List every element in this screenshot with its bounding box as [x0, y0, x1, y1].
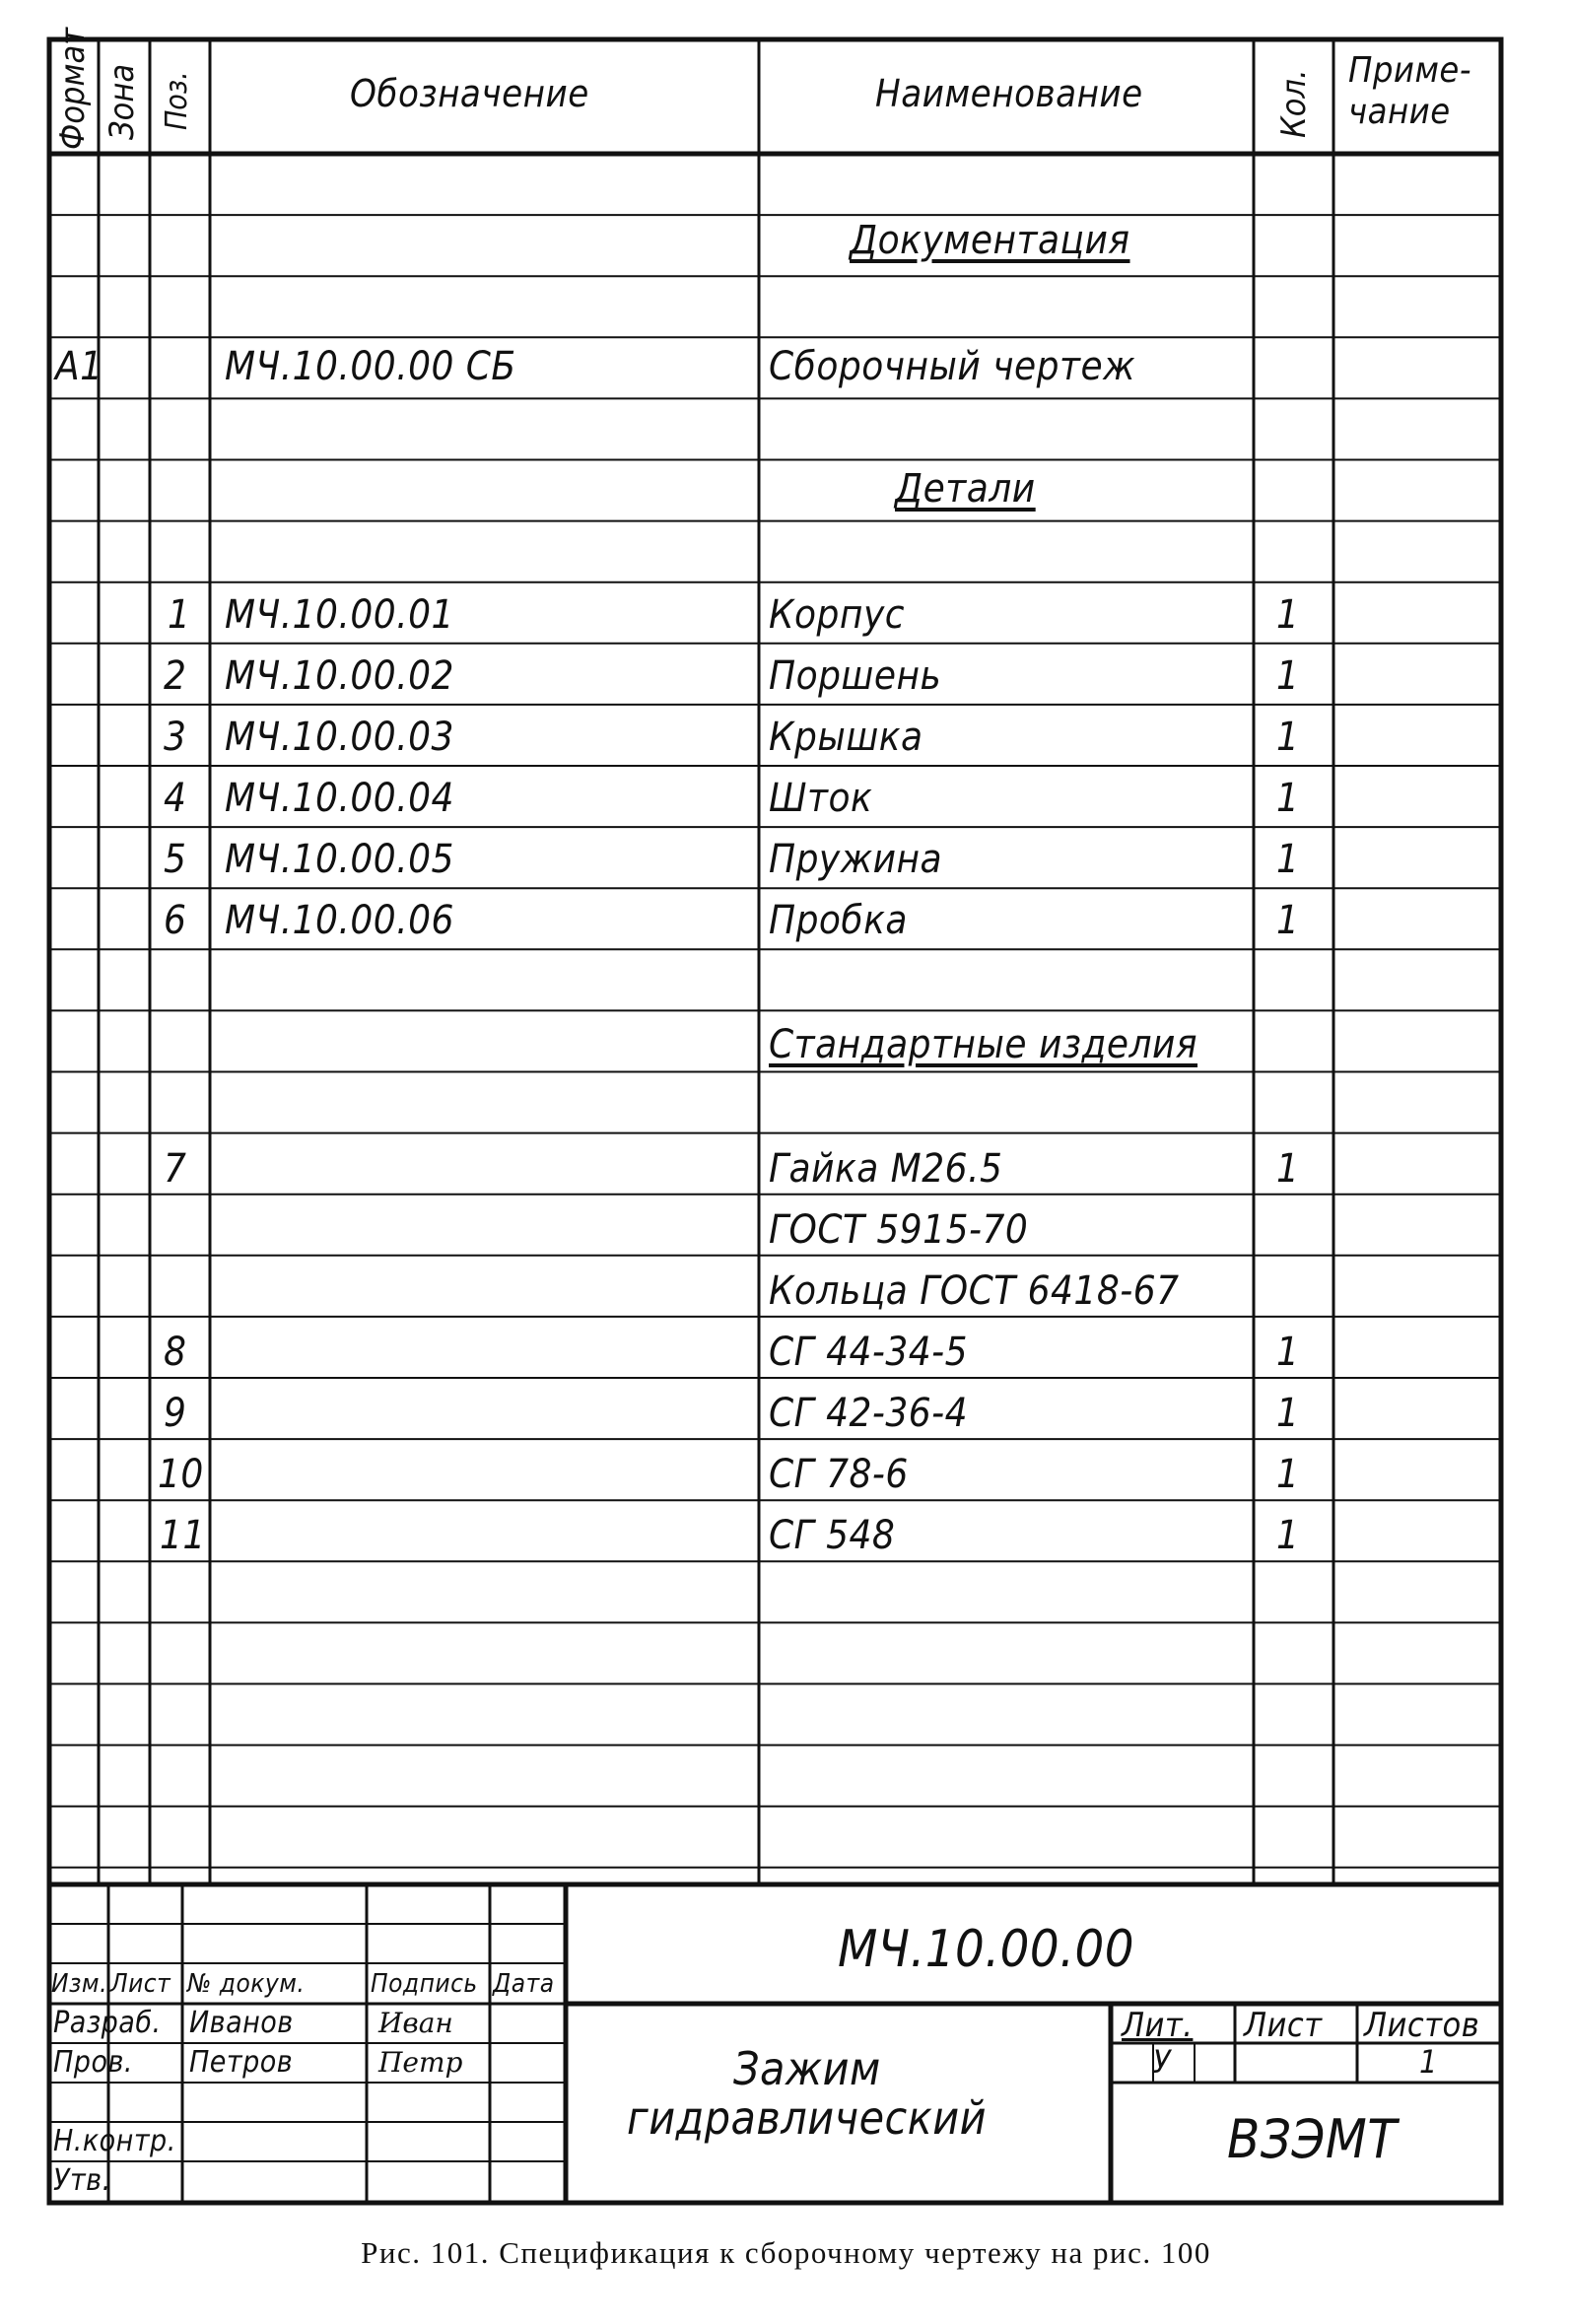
- part-qty: 1: [1276, 715, 1300, 760]
- nut-name: Гайка М26.5: [769, 1146, 1003, 1192]
- part-pos: 4: [164, 776, 187, 821]
- header-name: Наименование: [875, 72, 1143, 115]
- tb-razrab: Разраб.: [53, 2006, 162, 2040]
- ring-name: СГ 44-34-5: [769, 1330, 969, 1375]
- section-standard-items: Стандартные изделия: [769, 1022, 1198, 1067]
- part-pos: 5: [164, 837, 187, 882]
- ring-qty: 1: [1276, 1513, 1300, 1558]
- ring-name: СГ 78-6: [769, 1452, 909, 1497]
- part-name: Пружина: [769, 837, 943, 882]
- nut-gost: ГОСТ 5915-70: [769, 1207, 1029, 1253]
- ring-qty: 1: [1276, 1452, 1300, 1497]
- tb-lit: Лит.: [1122, 2006, 1194, 2045]
- ring-name: СГ 548: [769, 1513, 896, 1558]
- part-pos: 6: [164, 898, 187, 943]
- tb-izm: Изм.: [51, 1969, 108, 1999]
- header-pos: Поз.: [160, 71, 194, 130]
- header-note-line1: Приме-: [1348, 50, 1472, 91]
- part-name: Поршень: [769, 653, 942, 699]
- part-name: Пробка: [769, 898, 908, 943]
- ring-pos: 8: [164, 1330, 187, 1375]
- ring-pos: 9: [164, 1391, 187, 1436]
- part-qty: 1: [1276, 653, 1300, 699]
- header-zone: Зона: [103, 63, 142, 140]
- part-designation: МЧ.10.00.05: [225, 837, 454, 882]
- tb-lit-value: У: [1153, 2043, 1172, 2081]
- header-format: Формат: [53, 27, 93, 150]
- part-qty: 1: [1276, 837, 1300, 882]
- tb-razrab-name: Иванов: [189, 2006, 294, 2040]
- tb-data: Дата: [493, 1969, 555, 1999]
- part-pos: 3: [164, 715, 187, 760]
- tb-title-line2: гидравлический: [627, 2091, 988, 2145]
- part-qty: 1: [1276, 776, 1300, 821]
- part-qty: 1: [1276, 592, 1300, 638]
- part-designation: МЧ.10.00.03: [225, 715, 454, 760]
- rings-name: Кольца ГОСТ 6418-67: [769, 1268, 1180, 1314]
- tb-ndoc: № докум.: [187, 1969, 306, 1999]
- header-note-line2: чание: [1348, 92, 1451, 132]
- tb-sheets-value: 1: [1419, 2043, 1438, 2081]
- tb-prov-name: Петров: [189, 2045, 294, 2080]
- part-name: Корпус: [769, 592, 906, 638]
- nut-pos: 7: [164, 1146, 187, 1192]
- section-parts: Детали: [895, 466, 1036, 512]
- section-documentation: Документация: [850, 218, 1130, 263]
- part-pos: 1: [168, 592, 191, 638]
- ring-name: СГ 42-36-4: [769, 1391, 969, 1436]
- tb-prov-signature: Петр: [378, 2046, 463, 2079]
- part-pos: 2: [164, 653, 187, 699]
- header-qty: Кол.: [1274, 69, 1314, 138]
- tb-nkontr: Н.контр.: [53, 2124, 176, 2158]
- tb-razrab-signature: Иван: [378, 2007, 453, 2039]
- tb-prov: Пров.: [53, 2045, 133, 2080]
- figure-caption: Рис. 101. Спецификация к сборочному чертежу на рис. 100: [361, 2235, 1211, 2270]
- part-qty: 1: [1276, 898, 1300, 943]
- part-designation: МЧ.10.00.04: [225, 776, 454, 821]
- tb-sheets: Листов: [1364, 2006, 1480, 2045]
- ring-qty: 1: [1276, 1391, 1300, 1436]
- header-designation: Обозначение: [350, 72, 589, 115]
- part-name: Крышка: [769, 715, 923, 760]
- part-designation: МЧ.10.00.02: [225, 653, 454, 699]
- ring-qty: 1: [1276, 1330, 1300, 1375]
- nut-qty: 1: [1276, 1146, 1300, 1192]
- ring-pos: 10: [158, 1452, 204, 1497]
- tb-list: Лист: [110, 1969, 171, 1999]
- title-block-doc-number: МЧ.10.00.00: [838, 1920, 1135, 1979]
- ring-pos: 11: [160, 1513, 206, 1558]
- doc-format: А1: [55, 344, 103, 389]
- part-designation: МЧ.10.00.01: [225, 592, 454, 638]
- part-name: Шток: [769, 776, 873, 821]
- doc-name: Сборочный чертеж: [769, 344, 1136, 389]
- tb-utv: Утв.: [53, 2163, 111, 2198]
- doc-designation: МЧ.10.00.00 СБ: [225, 344, 516, 389]
- part-designation: МЧ.10.00.06: [225, 898, 454, 943]
- tb-podpis: Подпись: [371, 1969, 478, 1999]
- tb-organization: ВЗЭМТ: [1227, 2108, 1398, 2170]
- tb-sheet: Лист: [1244, 2006, 1323, 2045]
- tb-title-line1: Зажим: [733, 2042, 881, 2095]
